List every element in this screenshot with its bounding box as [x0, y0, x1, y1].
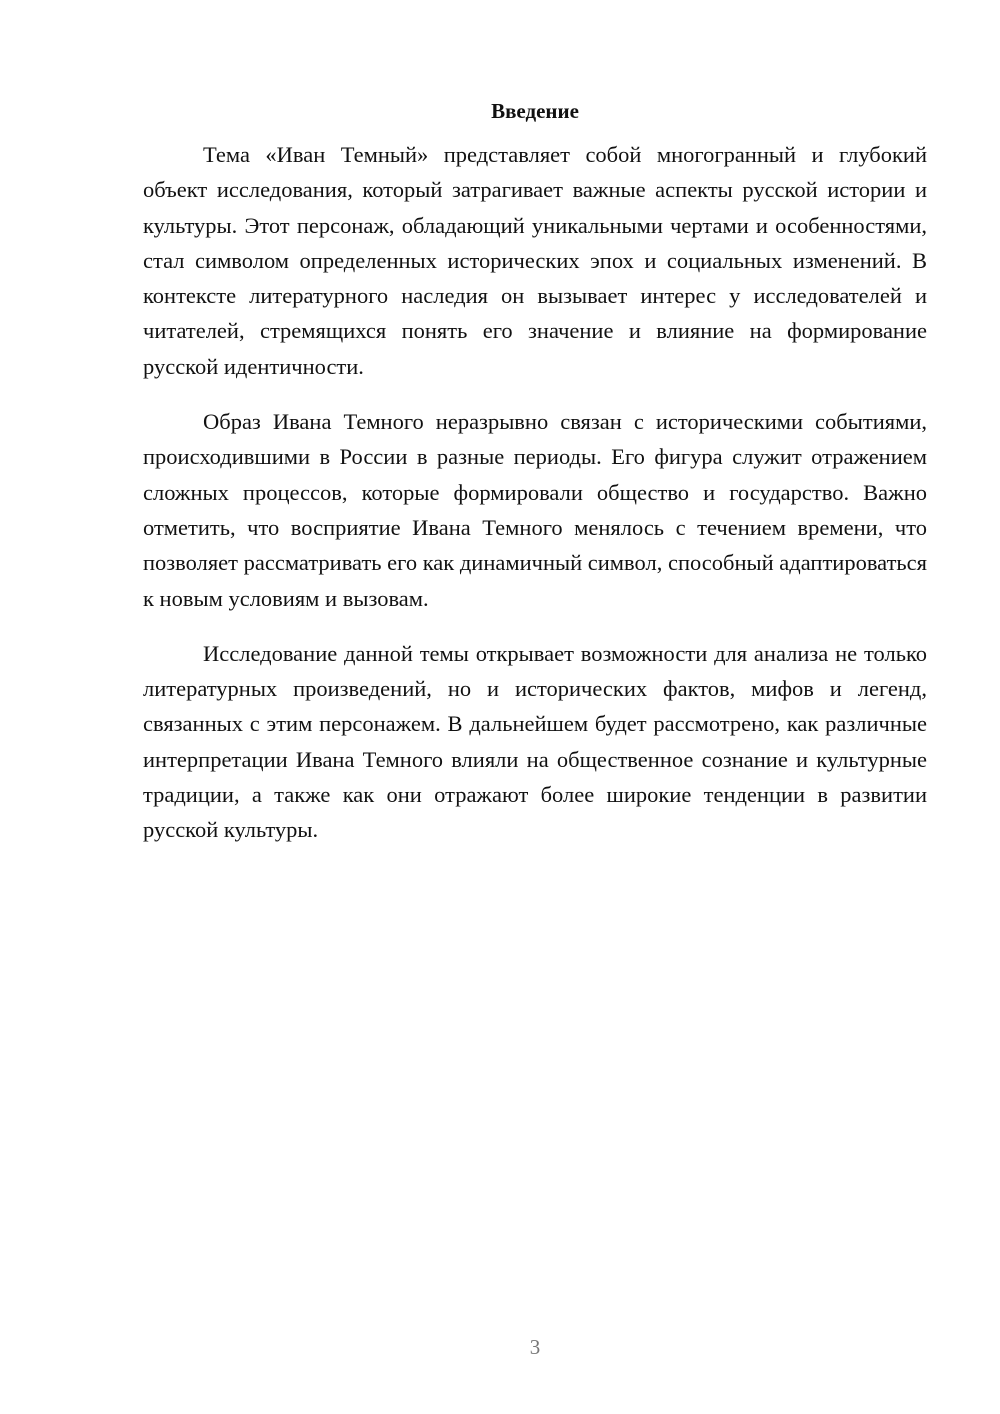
paragraph-2: Образ Ивана Темного неразрывно связан с историческими событиями, происходившими в России в разные периоды. Его фигура служит отражением сложных процессов, которые формировали общество и государство. Важно отметить, что восприятие Ивана Темного менялось с течением времени, что позволяет рассматривать его как динамичный символ, способный адаптироваться к новым условиям и вызовам.	[143, 409, 927, 611]
page-number: 3	[529, 1335, 541, 1359]
paragraph-1: Тема «Иван Темный» представляет собой многогранный и глубокий объект исследования, который затрагивает важные аспекты русской истории и культуры. Этот персонаж, обладающий уникальными чертами и особенностями, стал символом определенных исторических эпох и социальных изменений. В контексте литературного наследия он вызывает интерес у исследователей и читателей, стремящихся понять его значение и влияние на формирование русской идентичности.	[143, 142, 927, 379]
page-content	[143, 96, 927, 868]
section-heading: Введение	[491, 99, 579, 123]
paragraph-3: Исследование данной темы открывает возможности для анализа не только литературных произведений, но и исторических фактов, мифов и легенд, связанных с этим персонажем. В дальнейшем будет рассмотрено, как различные интерпретации Ивана Темного влияли на общественное сознание и культурные традиции, а также как они отражают более широкие тенденции в развитии русской культуры.	[143, 640, 927, 843]
